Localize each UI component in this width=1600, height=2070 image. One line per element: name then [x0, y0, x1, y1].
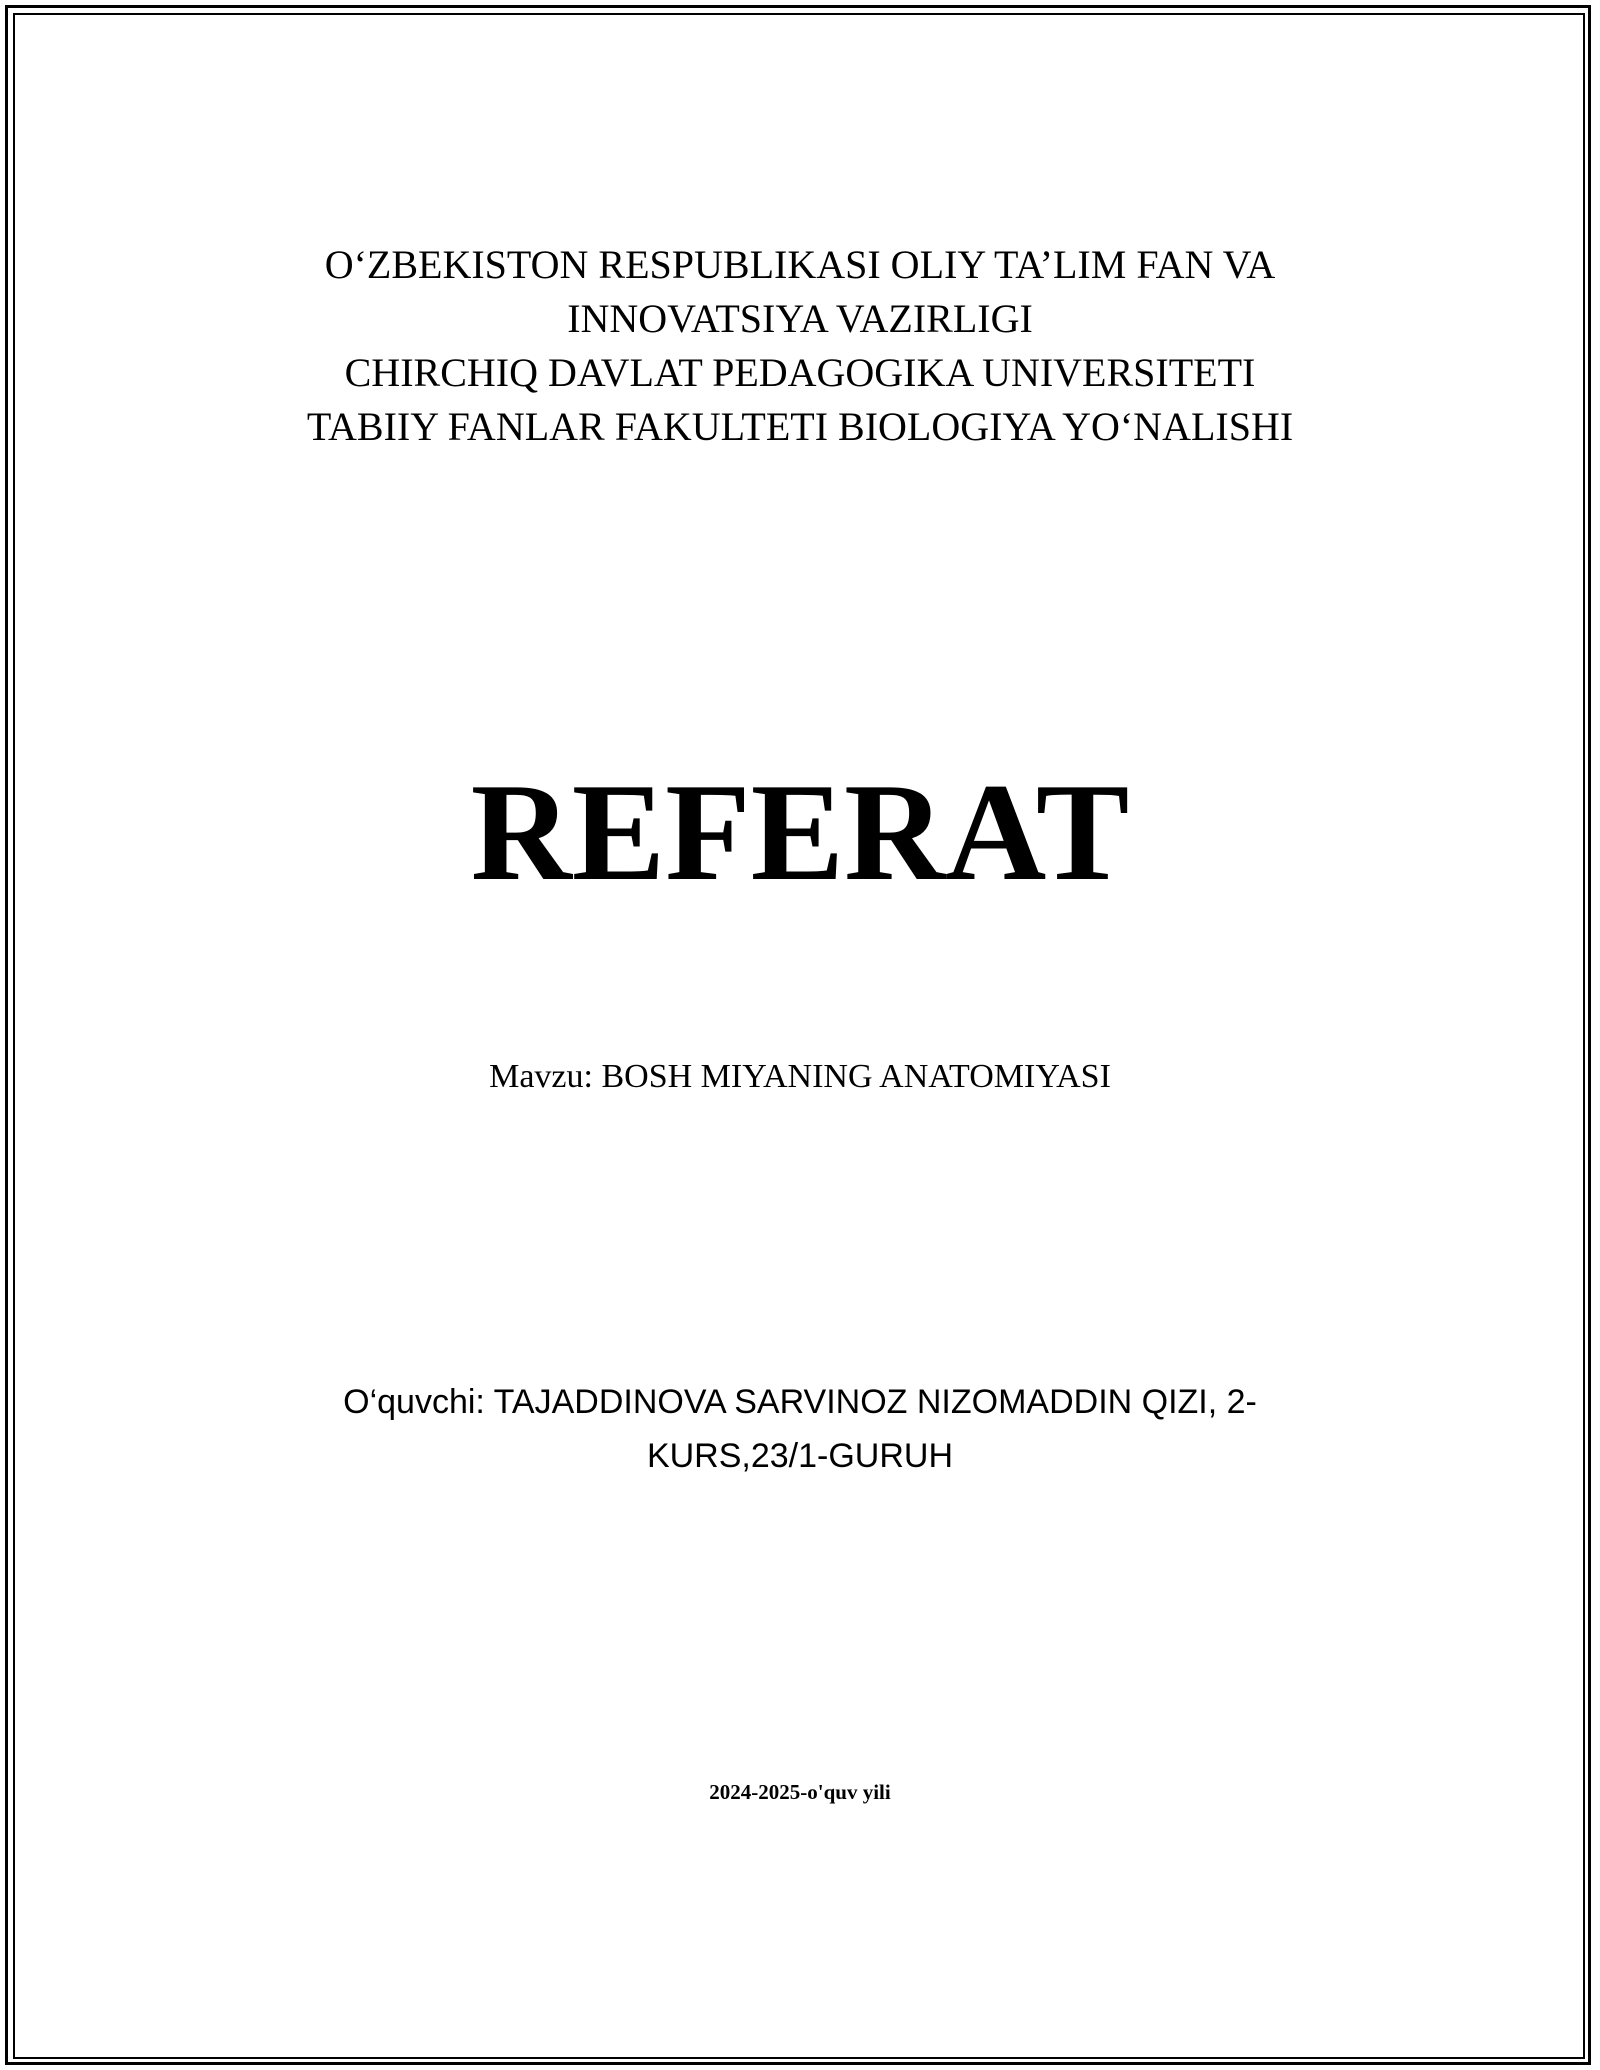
- institution-header: [0, 238, 1600, 454]
- header-line: O‘ZBEKISTON RESPUBLIKASI OLIY TA’LIM FAN VA: [324, 242, 1276, 287]
- student-line: KURS,23/1-GURUH: [646, 1437, 954, 1475]
- header-line: TABIIY FANLAR FAKULTETI BIOLOGIYA YO‘NALISHI: [306, 404, 1294, 449]
- student-info: [0, 1375, 1600, 1483]
- academic-year: 2024-2025-o'quv yili: [709, 1780, 891, 1804]
- header-line: CHIRCHIQ DAVLAT PEDAGOGIKA UNIVERSITETI: [344, 350, 1256, 395]
- topic-line: Mavzu: BOSH MIYANING ANATOMIYASI: [489, 1058, 1111, 1095]
- header-line: INNOVATSIYA VAZIRLIGI: [567, 296, 1033, 341]
- student-line: O‘quvchi: TAJADDINOVA SARVINOZ NIZOMADDIN QIZI, 2-: [343, 1383, 1257, 1421]
- document-title: REFERAT: [470, 755, 1130, 910]
